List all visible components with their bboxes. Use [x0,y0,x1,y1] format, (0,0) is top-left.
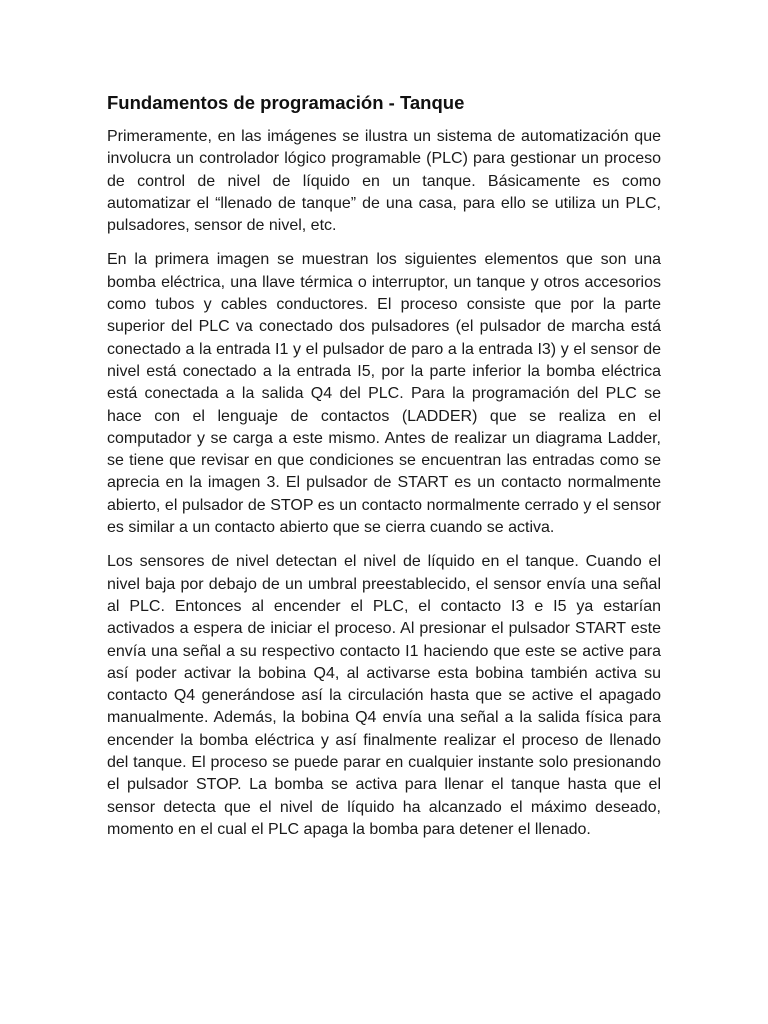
paragraph-intro: Primeramente, en las imágenes se ilustra un sistema de automatización que involucra un controlador lógico programable (PLC) para gestionar un proceso de control de nivel de líquido en un tanque. Básicamente es como automatizar el “llenado de tanque” de una casa, para ello se utiliza un PLC, pulsadores, sensor de nivel, etc. [107,128,661,235]
document-page [107,90,661,853]
paragraph-elements: En la primera imagen se muestran los siguientes elementos que son una bomba eléctrica, una llave térmica o interruptor, un tanque y otros accesorios como tubos y cables conductores. El proceso consiste que por la parte superior del PLC va conectado dos pulsadores (el pulsador de marcha está conectado a la entrada I1 y el pulsador de paro a la entrada I3) y el sensor de nivel está conectado a la entrada I5, por la parte inferior la bomba eléctrica está conectada a la salida Q4 del PLC. Para la programación del PLC se hace con el lenguaje de contactos (LADDER) que se realiza en el computador y se carga a este mismo. Antes de realizar un diagrama Ladder, se tiene que revisar en que condiciones se encuentran las entradas como se aprecia en la imagen 3. El pulsador de START es un contacto normalmente abierto, el pulsador de STOP es un contacto normalmente cerrado y el sensor es similar a un contacto abierto que se cierra cuando se activa. [107,251,661,537]
paragraph-sensors: Los sensores de nivel detectan el nivel de líquido en el tanque. Cuando el nivel baja por debajo de un umbral preestablecido, el sensor envía una señal al PLC. Entonces al encender el PLC, el contacto I3 e I5 ya estarían activados a espera de iniciar el proceso. Al presionar el pulsador START este envía una señal a su respectivo contacto I1 haciendo que este se active para así poder activar la bobina Q4, al activarse esta bobina también activa su contacto Q4 generándose así la circulación hasta que se active el apagado manualmente. Además, la bobina Q4 envía una señal a la salida física para encender la bomba eléctrica y así finalmente realizar el proceso de llenado del tanque. El proceso se puede parar en cualquier instante solo presionando el pulsador STOP. La bomba se activa para llenar el tanque hasta que el sensor detecta que el nivel de líquido ha alcanzado el máximo deseado, momento en el cual el PLC apaga la bomba para detener el llenado. [107,553,661,838]
document-title: Fundamentos de programación - Tanque [107,92,465,113]
